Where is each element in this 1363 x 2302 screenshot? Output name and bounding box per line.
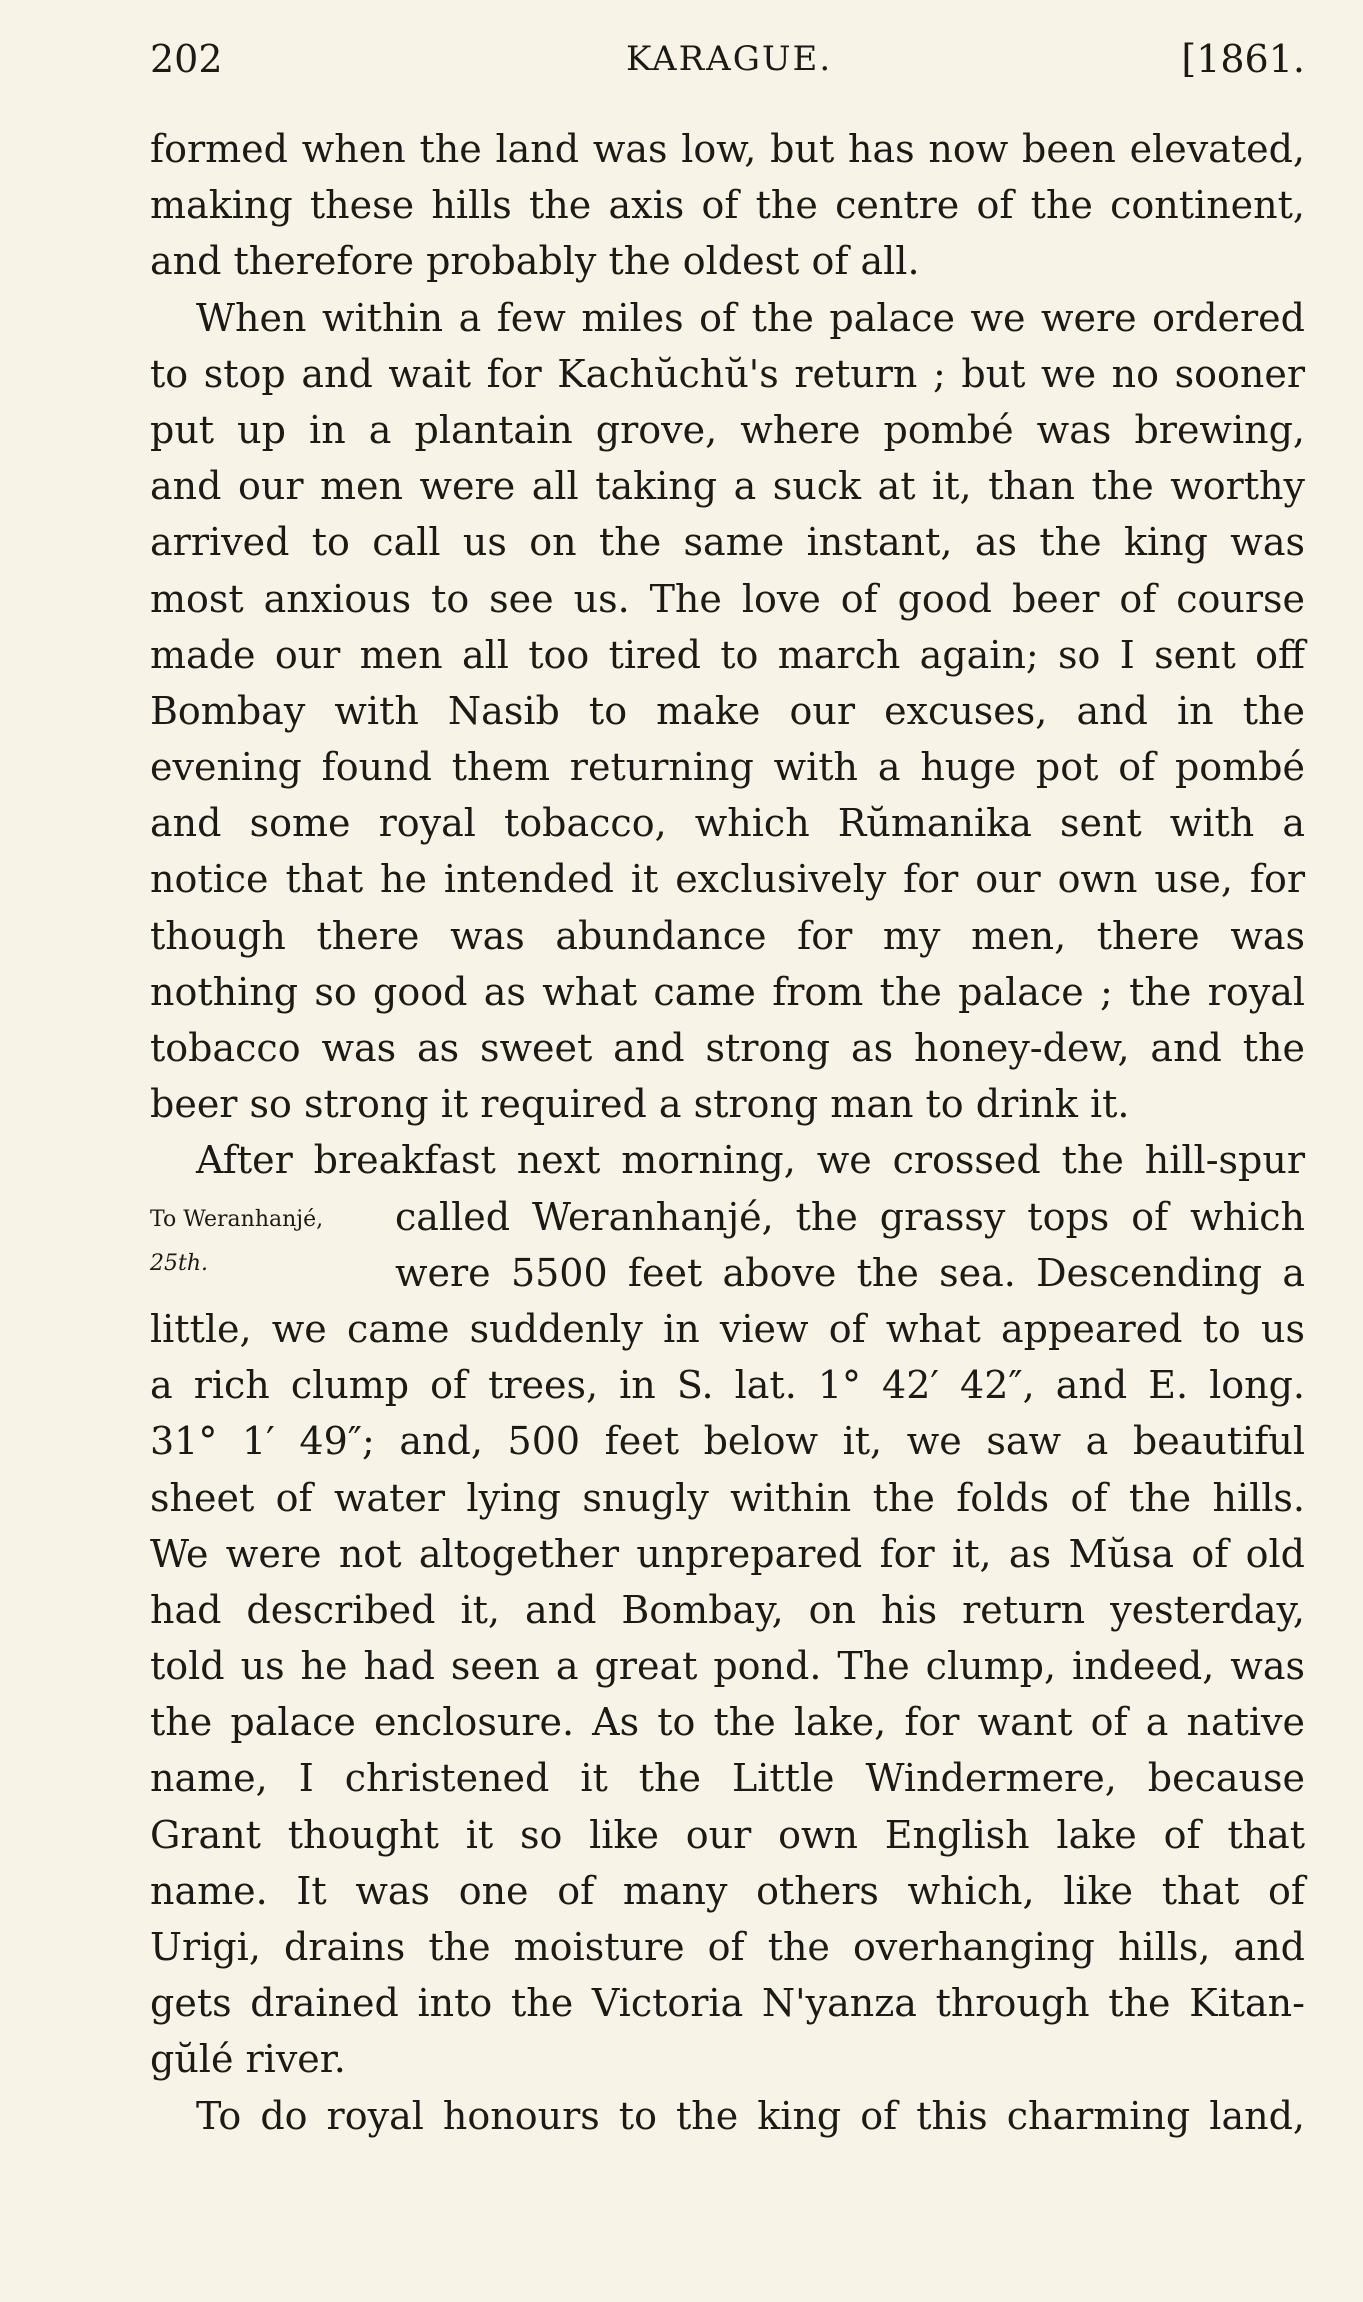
text-line: formed when the land was low, but has now been elevated, (150, 127, 1305, 171)
text-line: arrived to call us on the same instant, as the king was (150, 520, 1305, 565)
page-number: 202 (150, 37, 223, 81)
text-line: Bombay with Nasib to make our excuses, and in the (150, 688, 1305, 733)
text-line: gŭlé river. (150, 2037, 346, 2082)
text-line: were 5500 feet above the sea. Descending a (395, 1250, 1305, 1295)
text-line: called Weranhanjé, the grassy tops of which (395, 1194, 1305, 1239)
text-line: evening found them returning with a huge pot of pombé (150, 745, 1305, 790)
text-line: and some royal tobacco, which Rŭmanika sent with a (150, 801, 1305, 846)
text-line: though there was abundance for my men, there was (150, 913, 1305, 958)
text-line: most anxious to see us. The love of good beer of course (150, 576, 1305, 621)
running-head-title: KARAGUE. (626, 39, 833, 79)
margin-note-line: To Weranhanjé, (150, 1207, 324, 1232)
text-line: After breakfast next morning, we crossed the hill-spur (196, 1138, 1305, 1183)
margin-note-date-text: 25th. (150, 1251, 208, 1276)
text-line: name. It was one of many others which, like that of (150, 1868, 1305, 1913)
header-year: [1861. (1181, 37, 1305, 81)
text-line: When within a few miles of the palace we were ordered (196, 295, 1305, 340)
text-line: notice that he intended it exclusively for our own use, for (150, 857, 1305, 902)
text-line: Grant thought it so like our own English lake of that (150, 1812, 1305, 1857)
text-line: and therefore probably the oldest of all. (150, 239, 920, 284)
text-line: a rich clump of trees, in S. lat. 1° 42′ 42″, and E. long. (150, 1363, 1305, 1408)
text-line: little, we came suddenly in view of what appeared to us (150, 1306, 1305, 1351)
text-line: Urigi, drains the moisture of the overhanging hills, and (150, 1925, 1305, 1969)
text-line: the palace enclosure. As to the lake, for want of a native (150, 1700, 1305, 1745)
text-line: had described it, and Bombay, on his return yesterday, (150, 1587, 1305, 1632)
running-header (150, 34, 1305, 84)
text-line: 31° 1′ 49″; and, 500 feet below it, we saw a beautiful (150, 1419, 1305, 1464)
text-line: told us he had seen a great pond. The clump, indeed, was (150, 1644, 1305, 1689)
text-line: sheet of water lying snugly within the folds of the hills. (150, 1475, 1305, 1520)
text-line: To do royal honours to the king of this charming land, (196, 2093, 1305, 2138)
text-line: nothing so good as what came from the palace ; the royal (150, 969, 1305, 1014)
text-line: We were not altogether unprepared for it, as Mŭsa of old (150, 1531, 1305, 1576)
text-line: made our men all too tired to march again; so I sent off (150, 632, 1305, 677)
text-line: name, I christened it the Little Windermere, because (150, 1756, 1305, 1801)
text-line: gets drained into the Victoria N'yanza through the Kitan- (150, 1981, 1305, 2026)
text-line: tobacco was as sweet and strong as honey-dew, and the (150, 1026, 1305, 1070)
text-line: and our men were all taking a suck at it, than the worthy (150, 464, 1305, 509)
text-line: put up in a plantain grove, where pombé was brewing, (150, 407, 1305, 452)
body-text (150, 121, 1305, 2144)
text-line: beer so strong it required a strong man to drink it. (150, 1082, 1130, 1127)
text-line: to stop and wait for Kachŭchŭ's return ; but we no sooner (150, 351, 1305, 396)
text-line: making these hills the axis of the centre of the continent, (150, 183, 1305, 228)
